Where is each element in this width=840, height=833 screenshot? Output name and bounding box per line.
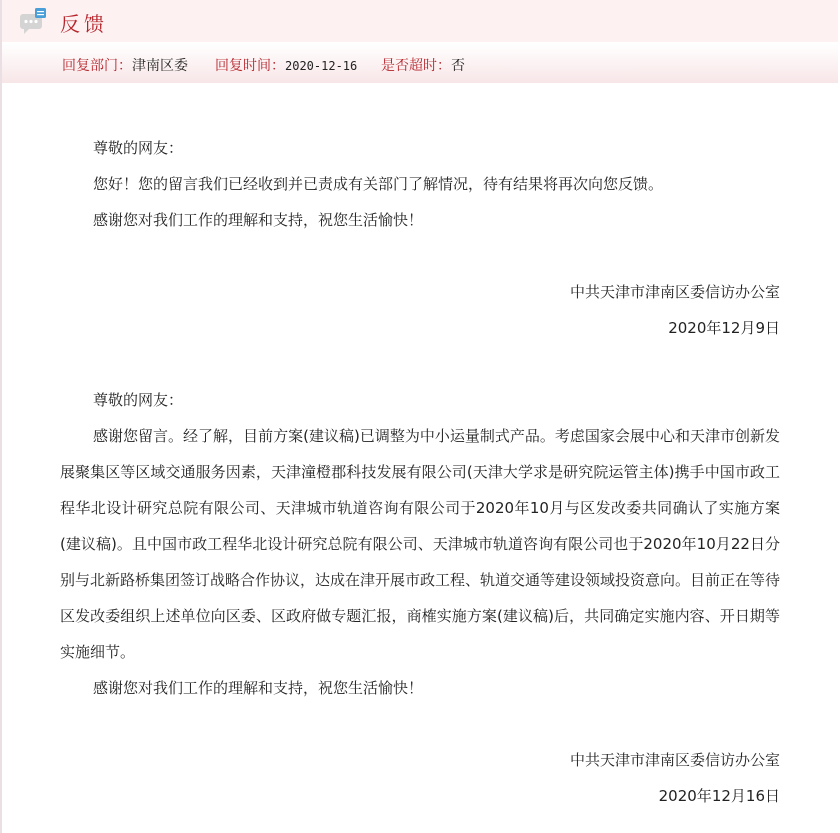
reply-2-greeting: 尊敬的网友： bbox=[93, 391, 184, 409]
reply-time-label: 回复时间： bbox=[215, 58, 285, 74]
feedback-header bbox=[2, 0, 838, 42]
reply-1-date: 2020年12月9日 bbox=[668, 319, 780, 337]
reply-2 bbox=[60, 382, 780, 814]
reply-1 bbox=[60, 130, 780, 346]
overdue-status-label: 是否超时： bbox=[381, 58, 451, 74]
reply-1-greeting: 尊敬的网友： bbox=[93, 139, 184, 157]
reply-time bbox=[215, 55, 357, 75]
reply-department-label: 回复部门： bbox=[62, 58, 132, 74]
overdue-status bbox=[381, 55, 465, 75]
page-title: 反馈 bbox=[60, 12, 108, 36]
reply-2-signature: 中共天津市津南区委信访办公室 bbox=[569, 751, 780, 769]
reply-meta-bar bbox=[2, 43, 838, 83]
reply-time-value: 2020-12-16 bbox=[285, 59, 358, 73]
overdue-status-value: 否 bbox=[451, 58, 465, 74]
reply-1-signature: 中共天津市津南区委信访办公室 bbox=[569, 283, 780, 301]
reply-department-value: 津南区委 bbox=[132, 58, 188, 74]
reply-department bbox=[62, 55, 188, 75]
reply-2-paragraph-2: 感谢您对我们工作的理解和支持，祝您生活愉快！ bbox=[93, 679, 424, 697]
reply-2-date: 2020年12月16日 bbox=[658, 787, 780, 805]
reply-2-paragraph-1: 感谢您留言。经了解，目前方案(建议稿)已调整为中小运量制式产品。考虑国家会展中心和天津市创新发展聚集区等区域交通服务因素，天津潼橙郡科技发展有限公司(天津大学求是研究院运管主体)携手中国市政工程华北设计研究总院有限公司、天津城市轨道咨询有限公司于2020年10月与区发改委共同确认了实施方案(建议稿)。且中国市政工程华北设计研究总院有限公司、天津城市轨道咨询有限公司也于2020年10月22日分别与北新路桥集团签订战略合作协议，达成在津开展市政工程、轨道交通等建设领域投资意向。目前正在等待区发改委组织上述单位向区委、区政府做专题汇报，商榷实施方案(建议稿)后，共同确定实施内容、开日期等实施细节。 bbox=[60, 427, 781, 661]
reply-1-paragraph-1: 您好！您的留言我们已经收到并已责成有关部门了解情况，待有结果将再次向您反馈。 bbox=[93, 175, 664, 193]
chat-bubble-icon bbox=[18, 6, 48, 36]
reply-1-paragraph-2: 感谢您对我们工作的理解和支持，祝您生活愉快！ bbox=[93, 211, 424, 229]
